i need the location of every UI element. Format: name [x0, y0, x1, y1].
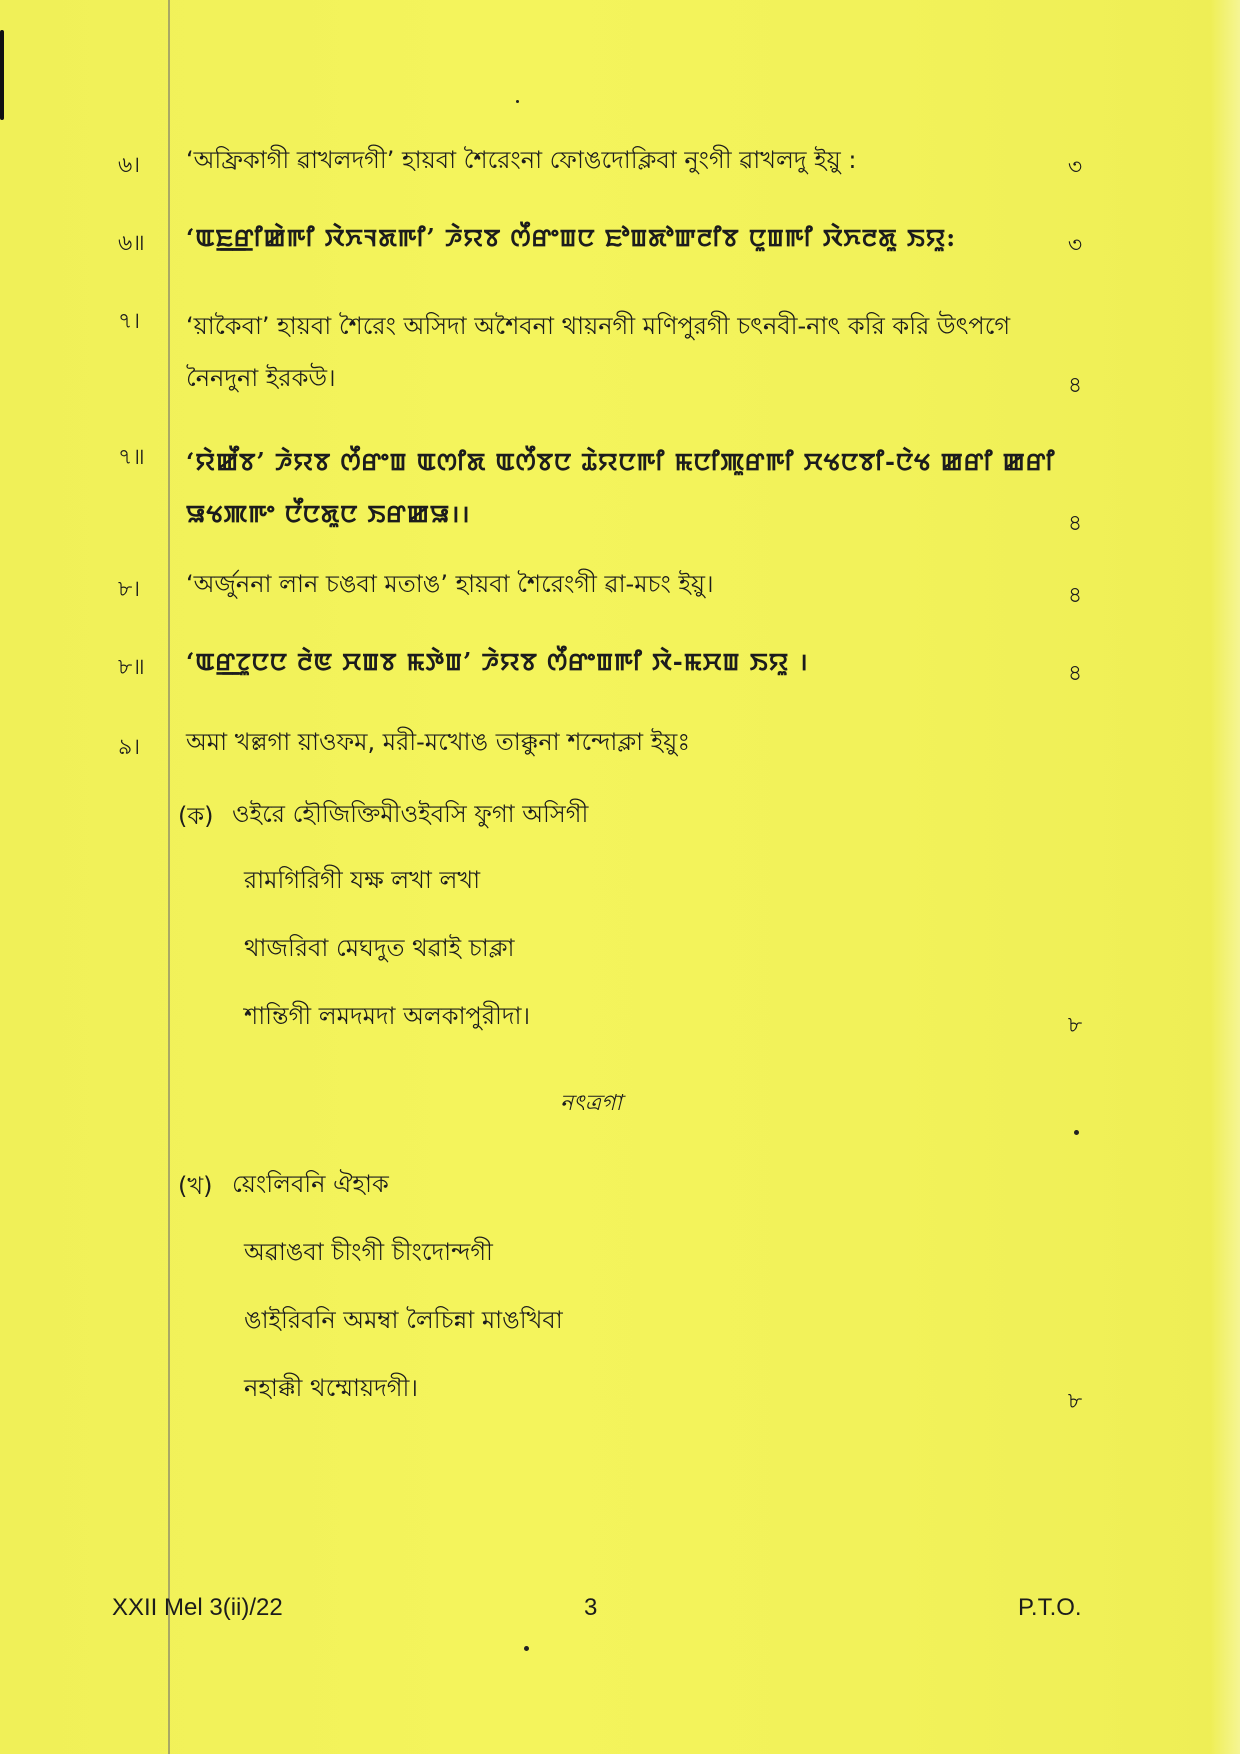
please-turn-over: P.T.O. [1018, 1594, 1082, 1621]
question-number: ৬। [118, 153, 141, 178]
poem-line: ওইরে হৌজিক্তিমীওইবসি ফুগা অসিগী [232, 800, 589, 828]
question-text: ‘অফ্রিকাগী ৱাখলদগী’ হায়বা শৈরেংনা ফোঙদোক্লিবা নুংগী ৱাখলদু ইয়ু : [186, 146, 857, 174]
question-text: ‘ꯑꯔ꯭ꯖꯨꯅꯅ ꯂꯥꯟ ꯆꯡꯕ ꯃꯇꯥꯡ’ ꯍꯥꯌꯕ ꯁꯩꯔꯦꯡꯒꯤ ꯋꯥ-ꯃꯆꯡ ꯏꯌꯨ । [186, 647, 809, 676]
question-number: ৮॥ [118, 655, 145, 680]
binding-mark [0, 30, 4, 120]
or-separator: নৎত্রগা [560, 1091, 622, 1116]
question-number: ৬॥ [118, 231, 145, 256]
question-number: ৮। [118, 577, 141, 602]
poem-line: শান্তিগী লমদমদা অলকাপুরীদা। [244, 1002, 531, 1030]
poem-line: নহাক্কী থম্মোয়দগী। [244, 1374, 418, 1402]
question-text: ‘য়াকৈবা’ হায়বা শৈরেং অসিদা অশৈবনা থায়নগী মণিপুরগী চৎনবী-নাৎ করি করি উৎপগে নৈনদুনা ইরকউ। [186, 312, 1011, 392]
question-marks: ৮ [1067, 1389, 1083, 1414]
question-number: ৭। [118, 309, 141, 334]
sub-question-label: (ক) [178, 802, 214, 830]
paper-code: XXII Mel 3(ii)/22 [112, 1594, 283, 1621]
question-marks: ৩ [1067, 155, 1083, 180]
question-marks: ৪ [1067, 583, 1083, 608]
question-text: অমা খল্লগা য়াওফম, মরী-মখোঙ তাক্কুনা শন্দোক্লা ইয়ুঃ [186, 728, 691, 756]
question-marks: ৪ [1067, 373, 1083, 398]
question-number: ৭॥ [118, 445, 145, 470]
question-marks: ৪ [1067, 661, 1083, 686]
question-number: ৯। [118, 735, 141, 760]
question-marks: ৩ [1067, 233, 1083, 258]
question-text: ‘অর্জুননা লান চঙবা মতাঙ’ হায়বা শৈরেংগী ৱা-মচং ইয়ু। [186, 570, 714, 598]
speck [524, 1646, 529, 1651]
page-edge-shade [1210, 0, 1240, 1754]
speck [516, 100, 519, 103]
question-text: ‘ꯑꯐ꯭ꯔꯤꯀꯥꯒꯤ ꯋꯥꯈꯜꯗꯒꯤ’ ꯍꯥꯌꯕ ꯁꯩꯔꯦꯡꯅ ꯐꯣꯡꯗꯣꯛꯂꯤꯕ ꯅꯨꯡꯒꯤ ꯋꯥꯈꯂꯗꯨ ꯏꯌꯨ: [186, 223, 957, 252]
poem-line: য়েংলিবনি ঐহাক [232, 1170, 389, 1198]
poem-line: ঙাইরিবনি অমম্বা লৈচিন্না মাঙখিবা [244, 1306, 563, 1334]
question-marks: ৪ [1067, 511, 1083, 536]
poem-line: অৱাঙবা চীংগী চীংদোন্দগী [244, 1238, 493, 1266]
poem-line: থাজরিবা মেঘদুত থৱাই চাক্লা [244, 934, 515, 962]
sub-question-label: (খ) [178, 1172, 213, 1200]
poem-line: রামগিরিগী যক্ষ লখা লখা [244, 866, 481, 894]
speck [1074, 1130, 1079, 1135]
page-number: 3 [584, 1594, 598, 1621]
question-marks: ৮ [1067, 1013, 1083, 1038]
question-text: ‘ꯌꯥꯀꯩꯕ’ ꯍꯥꯌꯕ ꯁꯩꯔꯦꯡ ꯑꯁꯤꯗ ꯑꯁꯩꯕꯅ ꯊꯥꯌꯅꯒꯤ ꯃꯅꯤꯄꯨꯔꯒꯤ ꯆꯠꯅꯕꯤ-ꯅꯥꯠ ꯀꯔꯤ ꯀꯔꯤ ꯎꯠꯄꯒꯦ ꯅꯩꯅꯗꯨꯅ ꯏꯔꯀꯎ।। [186, 447, 1056, 528]
margin-line [168, 0, 170, 1754]
